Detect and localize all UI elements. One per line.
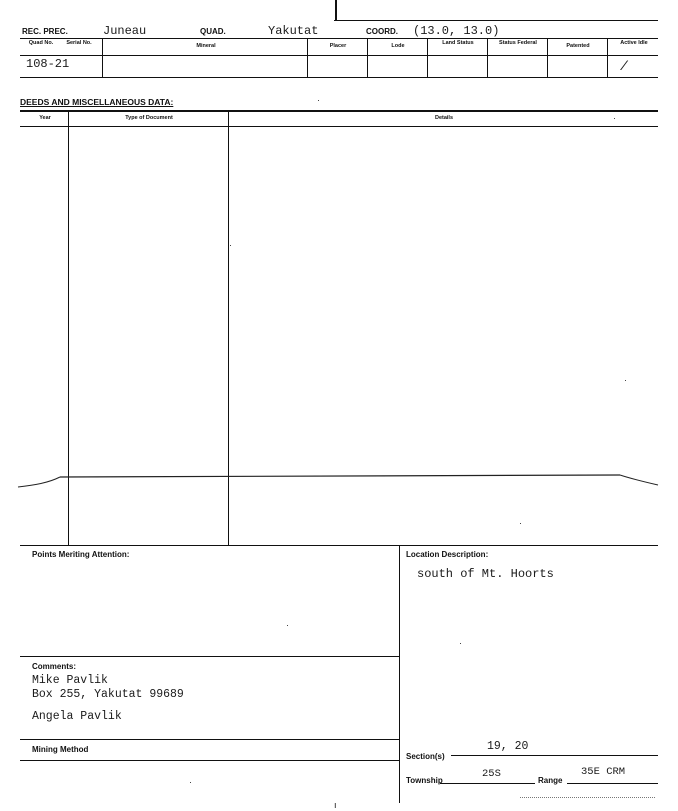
section-underline bbox=[451, 755, 658, 756]
claim-col-divider bbox=[607, 38, 608, 77]
coord-label: COORD. bbox=[366, 27, 398, 36]
col-lode: Lode bbox=[391, 43, 405, 49]
speck bbox=[318, 100, 319, 101]
claim-col-divider bbox=[547, 38, 548, 77]
claim-header-rule bbox=[20, 55, 658, 56]
township-value: 25S bbox=[482, 768, 501, 780]
quad-serial-value: 108-21 bbox=[26, 57, 70, 71]
col-land-status: Land Status bbox=[442, 40, 474, 46]
claim-col-divider bbox=[427, 38, 428, 77]
quad-label: QUAD. bbox=[200, 27, 226, 36]
fold-line bbox=[0, 465, 678, 495]
speck bbox=[625, 380, 626, 381]
comment-line: Mike Pavlik bbox=[32, 674, 108, 687]
deeds-top-rule bbox=[20, 110, 658, 112]
col-status-federal: Status Federal bbox=[499, 40, 537, 46]
claim-col-divider bbox=[367, 38, 368, 77]
claim-col-divider bbox=[102, 38, 103, 77]
rec-prec-label: REC. PREC. bbox=[22, 27, 68, 36]
claim-col-divider bbox=[307, 38, 308, 77]
mining-method-label: Mining Method bbox=[32, 745, 89, 754]
township-underline bbox=[440, 783, 535, 784]
points-label: Points Meriting Attention: bbox=[32, 550, 130, 559]
rec-prec-value: Juneau bbox=[103, 24, 147, 38]
speck bbox=[287, 625, 288, 626]
speck bbox=[520, 523, 521, 524]
range-underline bbox=[567, 783, 658, 784]
township-label: Township bbox=[406, 776, 443, 785]
deeds-col-details: Details bbox=[434, 115, 454, 121]
col-quad-no: Quad No. bbox=[28, 40, 54, 46]
range-value: 35E CRM bbox=[581, 766, 626, 778]
quad-value: Yakutat bbox=[268, 24, 319, 38]
claim-bottom-rule bbox=[20, 77, 658, 78]
col-mineral: Mineral bbox=[196, 43, 216, 49]
comments-bottom-rule bbox=[20, 739, 399, 740]
deeds-header-rule bbox=[20, 126, 658, 127]
col-patented: Patented bbox=[566, 43, 590, 49]
coord-value: (13.0, 13.0) bbox=[413, 24, 500, 38]
col-placer: Placer bbox=[329, 43, 347, 49]
bottom-section-top-rule bbox=[20, 545, 658, 546]
deeds-col-year: Year bbox=[39, 115, 51, 121]
section-value: 19, 20 bbox=[487, 740, 529, 753]
header-top-rule bbox=[334, 20, 658, 21]
comment-line: Angela Pavlik bbox=[32, 710, 122, 723]
speck bbox=[190, 782, 191, 783]
deeds-section-title: DEEDS AND MISCELLANEOUS DATA: bbox=[20, 97, 174, 107]
col-serial-no: Serial No. bbox=[66, 40, 92, 46]
speck bbox=[230, 245, 231, 246]
speck bbox=[614, 118, 615, 119]
mining-method-rule bbox=[20, 760, 399, 761]
speck bbox=[460, 643, 461, 644]
claim-col-divider bbox=[487, 38, 488, 77]
top-tick-mark bbox=[335, 0, 337, 20]
section-label: Section(s) bbox=[406, 752, 445, 761]
deeds-col-type: Type of Document bbox=[125, 115, 173, 121]
active-idle-mark: / bbox=[620, 59, 628, 74]
location-value: south of Mt. Hoorts bbox=[417, 567, 554, 581]
location-label: Location Description: bbox=[406, 550, 489, 559]
bottom-center-divider bbox=[399, 545, 400, 803]
bottom-tick-mark: ı bbox=[334, 800, 337, 810]
faint-bottom-rule bbox=[520, 797, 655, 798]
col-active-idle: Active Idle bbox=[620, 40, 648, 46]
points-bottom-rule bbox=[20, 656, 399, 657]
comments-label: Comments: bbox=[32, 662, 77, 671]
comment-line: Box 255, Yakutat 99689 bbox=[32, 688, 184, 701]
range-label: Range bbox=[538, 776, 563, 785]
header-bottom-rule bbox=[20, 38, 658, 39]
